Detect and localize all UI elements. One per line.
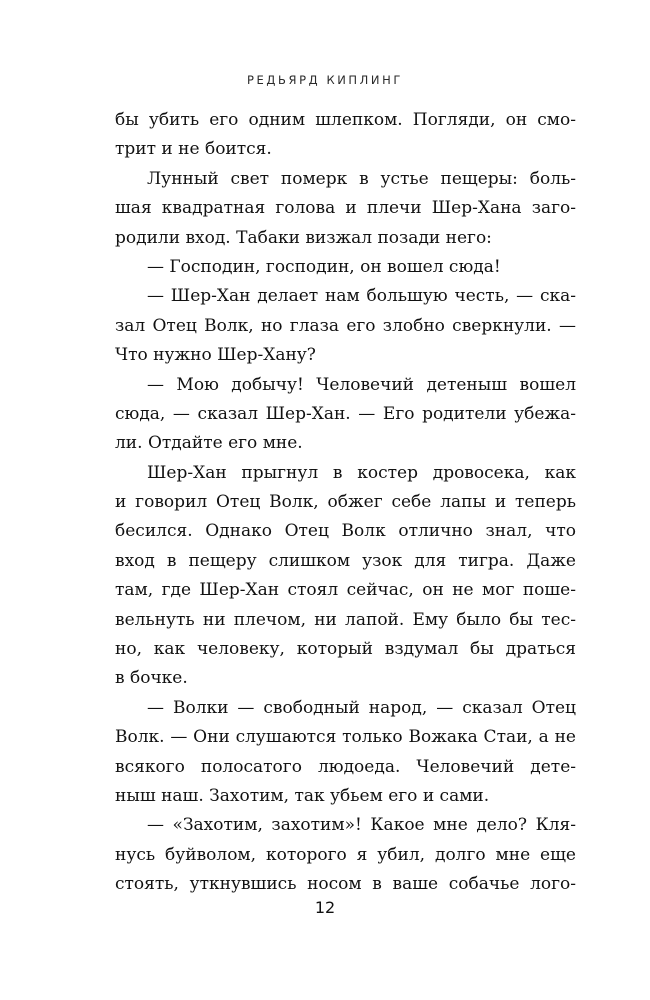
text-line: нусь буйволом, которого я убил, долго мне еще xyxy=(115,844,576,865)
text-line: Что нужно Шер-Хану? xyxy=(115,345,316,366)
text-line: всякого полосатого людоеда. Человечий дете- xyxy=(115,756,576,777)
text-line: — Мою добычу! Человечий детеныш вошел xyxy=(147,374,576,395)
text-line: бы убить его одним шлепком. Погляди, он смо- xyxy=(115,110,576,130)
text-line: ныш наш. Захотим, так убьем его и сами. xyxy=(115,785,490,806)
running-head: РЕДЬЯРД КИПЛИНГ xyxy=(247,73,403,87)
text-line: бесился. Однако Отец Волк отлично знал, что xyxy=(115,521,576,542)
text-line: вельнуть ни плечом, ни лапой. Ему было бы тес- xyxy=(115,609,576,630)
text-line: стоять, уткнувшись носом в ваше собачье лого- xyxy=(115,874,576,895)
page-number: 12 xyxy=(314,898,336,917)
text-line: и говорил Отец Волк, обжег себе лапы и теперь xyxy=(115,492,576,513)
body-text xyxy=(115,106,576,900)
text-line: родили вход. Табаки визжал позади него: xyxy=(115,227,492,248)
text-line: сюда, — сказал Шер-Хан. — Его родители убежа- xyxy=(115,403,576,424)
text-line: там, где Шер-Хан стоял сейчас, он не мог поше- xyxy=(115,580,576,601)
text-line: ли. Отдайте его мне. xyxy=(115,433,303,454)
text-line: Лунный свет померк в устье пещеры: боль- xyxy=(147,168,576,189)
text-line: но, как человеку, который вздумал бы драться xyxy=(115,639,576,660)
text-line: в бочке. xyxy=(115,668,188,689)
text-line: — «Захотим, захотим»! Какое мне дело? Кля- xyxy=(147,815,576,836)
text-line: зал Отец Волк, но глаза его злобно сверкнули. — xyxy=(115,315,576,336)
text-line: — Волки — свободный народ, — сказал Отец xyxy=(147,697,576,718)
text-line: — Господин, господин, он вошел сюда! xyxy=(147,256,501,277)
text-line: Волк. — Они слушаются только Вожака Стаи, а не xyxy=(115,727,576,748)
text-line: — Шер-Хан делает нам большую честь, — ска- xyxy=(147,286,576,307)
text-line: Шер-Хан прыгнул в костер дровосека, как xyxy=(147,462,576,483)
text-line: трит и не боится. xyxy=(115,139,272,160)
text-line: вход в пещеру слишком узок для тигра. Даже xyxy=(115,550,576,571)
text-line: шая квадратная голова и плечи Шер-Хана заго- xyxy=(115,198,576,219)
